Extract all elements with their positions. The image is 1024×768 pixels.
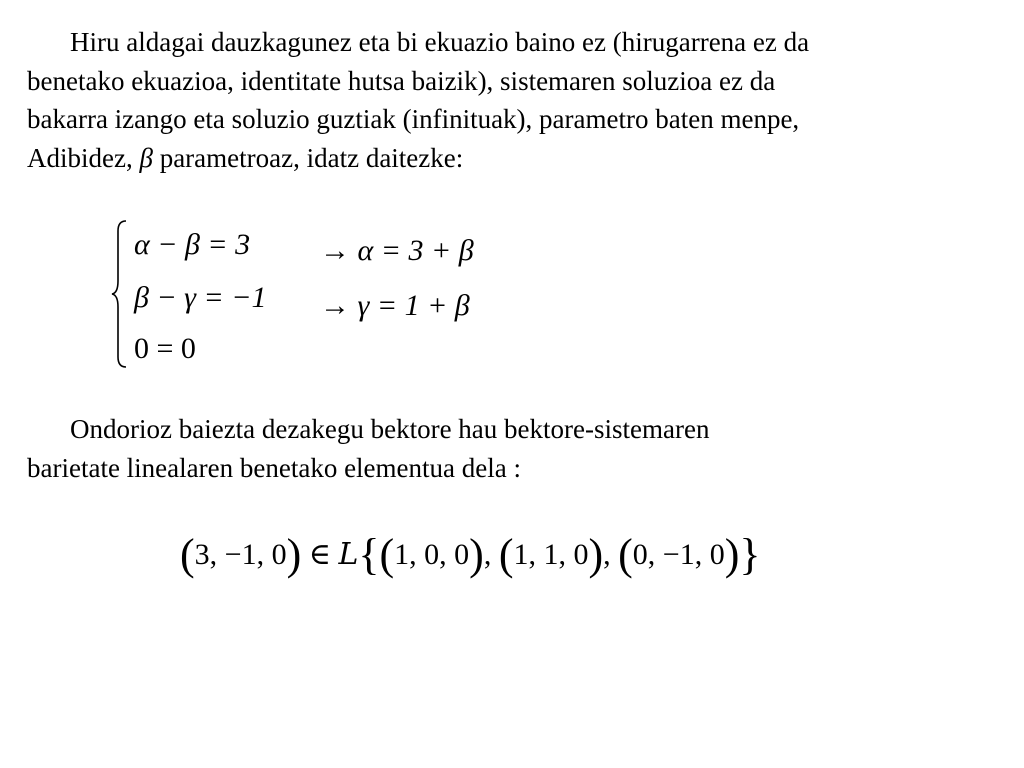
close-paren-icon: ): [724, 530, 740, 579]
close-paren-icon: ): [588, 530, 604, 579]
result-2: → γ = 1 + β: [320, 289, 470, 322]
equation-1: α − β = 3: [134, 228, 251, 261]
element-of-symbol: ∈: [308, 538, 331, 571]
intro-line-4-prefix: Adibidez,: [27, 142, 133, 173]
open-paren-icon: (: [498, 530, 514, 579]
left-brace-icon: [110, 219, 130, 369]
equation-system: [110, 215, 530, 375]
result-1: → α = 3 + β: [320, 234, 474, 267]
open-paren-icon: (: [618, 530, 633, 579]
conclusion-line-2: barietate linealaren benetako elementua dela :: [27, 452, 521, 483]
intro-line-4: [27, 139, 1017, 178]
open-paren-icon: (: [379, 530, 395, 579]
close-paren-icon: ): [286, 530, 302, 579]
equation-3: 0 = 0: [134, 332, 196, 365]
intro-line-3: bakarra izango eta soluzio guztiak (infinituak), parametro baten menpe,: [27, 104, 800, 134]
close-brace-icon: }: [739, 530, 761, 579]
intro-line-4-suffix: parametroaz, idatz daitezke:: [159, 142, 464, 173]
span-relation: (3, −1, 0) ∈ L{(1, 0, 0), (1, 1, 0), (0, −1, 0)}: [180, 530, 761, 579]
generator-3: 0, −1, 0: [632, 538, 725, 571]
generator-1: 1, 0, 0: [394, 538, 470, 571]
generator-2: 1, 1, 0: [513, 538, 589, 571]
conclusion-paragraph: [27, 410, 1017, 487]
conclusion-line-1: Ondorioz baiezta dezakegu bektore hau bektore-sistemaren: [70, 414, 710, 444]
open-paren-icon: (: [180, 530, 195, 579]
vector: 3, −1, 0: [194, 538, 287, 571]
intro-paragraph: [27, 23, 1017, 177]
equation-2: β − γ = −1: [134, 281, 267, 314]
beta-symbol: β: [139, 142, 153, 173]
span-symbol: L: [338, 537, 359, 572]
intro-line-2: benetako ekuazioa, identitate hutsa baizik), sistemaren soluzioa ez da: [27, 65, 776, 96]
close-paren-icon: ): [469, 530, 484, 579]
open-brace-icon: {: [358, 530, 380, 579]
intro-line-1: Hiru aldagai dauzkagunez eta bi ekuazio baino ez (hirugarrena ez da: [70, 27, 810, 57]
